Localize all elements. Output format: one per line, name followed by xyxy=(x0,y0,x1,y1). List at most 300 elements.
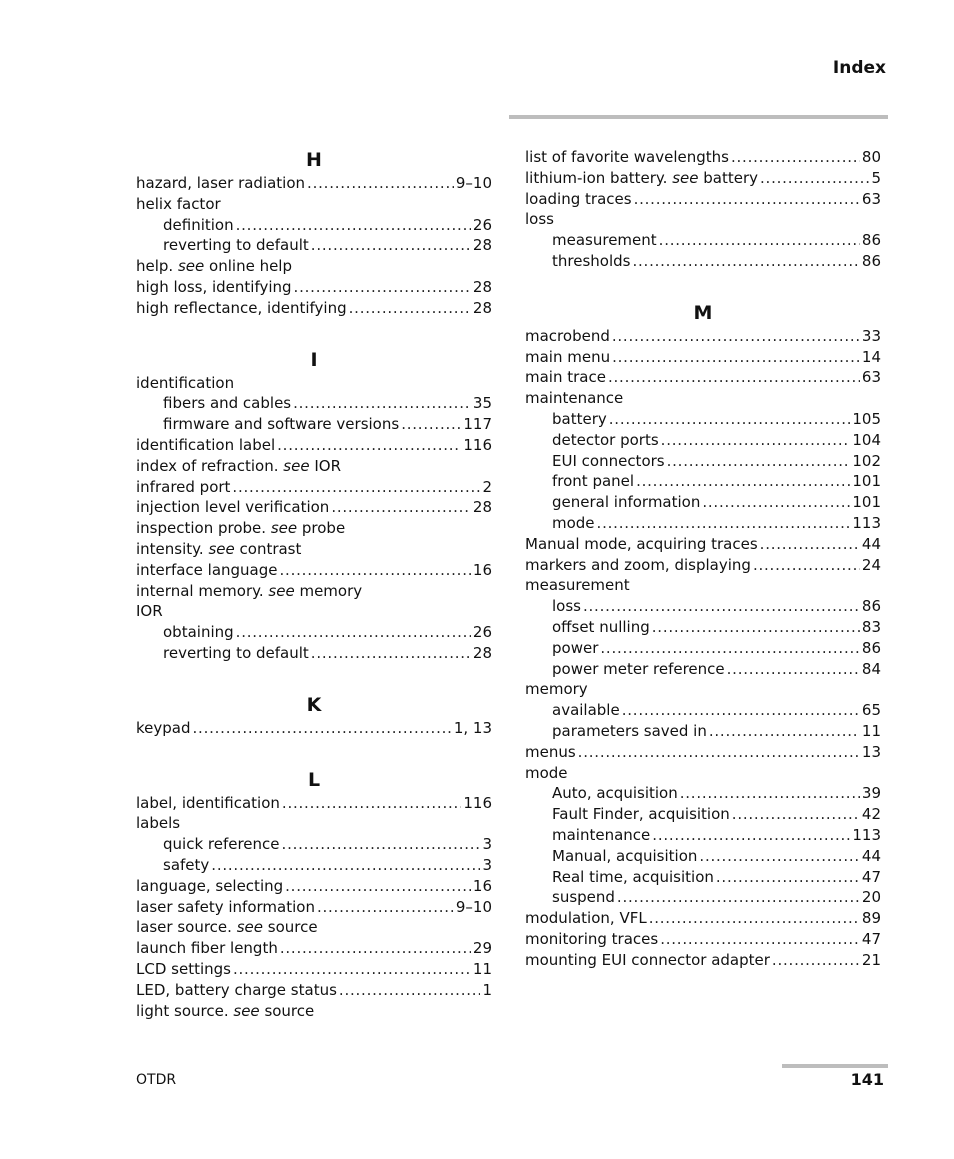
page-reference: 42 xyxy=(861,805,881,824)
page-reference: 16 xyxy=(472,876,492,895)
index-term xyxy=(525,367,606,388)
dot-leader xyxy=(661,430,851,451)
index-term xyxy=(552,887,615,908)
index-term xyxy=(525,209,554,230)
index-term xyxy=(525,908,647,929)
index-subentry xyxy=(525,451,881,472)
dot-leader xyxy=(339,980,481,1001)
index-term xyxy=(163,215,234,236)
term-text: suspend xyxy=(552,888,615,907)
index-entry xyxy=(136,718,492,739)
term-text: quick reference xyxy=(163,835,280,854)
index-entry xyxy=(136,581,492,602)
index-entry xyxy=(136,435,492,456)
dot-leader xyxy=(236,215,471,236)
term-text: loading traces xyxy=(525,189,632,208)
page-reference: 2 xyxy=(482,477,492,496)
index-subentry xyxy=(136,622,492,643)
dot-leader xyxy=(612,326,860,347)
index-term xyxy=(163,643,309,664)
page-reference: 101 xyxy=(852,493,881,512)
term-text: fibers and cables xyxy=(163,394,292,413)
term-text: detector ports xyxy=(552,430,659,449)
index-term xyxy=(552,451,665,472)
page-reference: 116 xyxy=(463,435,492,454)
term-text: intensity. xyxy=(136,539,204,558)
header-rule xyxy=(509,115,888,119)
section-letter-heading: L xyxy=(307,768,321,791)
dot-leader xyxy=(280,560,471,581)
page-reference: 21 xyxy=(861,950,881,969)
index-term xyxy=(136,560,278,581)
index-entry xyxy=(525,742,881,763)
dot-leader xyxy=(652,617,860,638)
term-text: monitoring traces xyxy=(525,929,659,948)
index-term xyxy=(136,194,221,215)
index-entry xyxy=(136,1001,492,1022)
page-reference: 113 xyxy=(852,513,881,532)
index-entry xyxy=(136,456,492,477)
index-term xyxy=(552,513,595,534)
term-text: infrared port xyxy=(136,477,231,496)
index-entry xyxy=(136,938,492,959)
dot-leader xyxy=(760,534,860,555)
term-text: Real time, acquisition xyxy=(552,867,714,886)
index-term xyxy=(525,189,632,210)
index-entry xyxy=(136,173,492,194)
term-text: LCD settings xyxy=(136,959,231,978)
index-term xyxy=(136,373,234,394)
index-section xyxy=(136,147,492,319)
index-term xyxy=(136,539,301,560)
dot-leader xyxy=(760,168,869,189)
dot-leader xyxy=(649,908,860,929)
index-term xyxy=(163,622,234,643)
page-reference: 28 xyxy=(472,643,492,662)
page-reference: 104 xyxy=(852,430,881,449)
index-entry xyxy=(136,373,492,394)
page-reference: 1 xyxy=(482,980,492,999)
dot-leader xyxy=(294,277,471,298)
index-entry xyxy=(136,497,492,518)
index-entry xyxy=(525,189,881,210)
index-term xyxy=(525,742,576,763)
dot-leader xyxy=(236,622,471,643)
page-reference: 84 xyxy=(861,659,881,678)
dot-leader xyxy=(211,855,480,876)
term-text: maintenance xyxy=(552,825,651,844)
page-reference: 29 xyxy=(472,939,492,958)
page-reference: 86 xyxy=(861,251,881,270)
index-term xyxy=(525,929,658,950)
term-text: interface language xyxy=(136,560,278,579)
page-reference: 35 xyxy=(472,394,492,413)
index-term xyxy=(552,430,659,451)
see-target: source xyxy=(264,1001,315,1020)
index-entry xyxy=(525,575,881,596)
dot-leader xyxy=(307,173,454,194)
term-text: definition xyxy=(163,215,234,234)
term-text: launch fiber length xyxy=(136,939,278,958)
index-term xyxy=(163,393,291,414)
section-letter-heading: K xyxy=(306,693,322,716)
page-reference: 33 xyxy=(861,326,881,345)
dot-leader xyxy=(772,950,860,971)
term-text: safety xyxy=(163,855,210,874)
section-letter-heading: M xyxy=(693,301,713,324)
term-text: mode xyxy=(525,763,568,782)
index-term xyxy=(163,414,399,435)
term-text: internal memory. xyxy=(136,581,264,600)
term-text: mode xyxy=(552,513,595,532)
term-text: Manual, acquisition xyxy=(552,846,698,865)
see-reference: see xyxy=(233,1001,260,1020)
page-reference: 20 xyxy=(861,888,881,907)
index-subentry xyxy=(136,215,492,236)
page-reference: 89 xyxy=(861,909,881,928)
index-term xyxy=(136,876,283,897)
index-column-left xyxy=(136,147,492,1049)
index-subentry xyxy=(525,659,881,680)
index-entry xyxy=(136,277,492,298)
term-text: high loss, identifying xyxy=(136,277,292,296)
see-reference: see xyxy=(177,257,205,276)
term-text: firmware and software versions xyxy=(163,415,400,434)
see-target: IOR xyxy=(314,456,341,475)
index-entry xyxy=(136,917,492,938)
term-text: identification label xyxy=(136,435,276,454)
index-subentry xyxy=(136,235,492,256)
term-text: lithium-ion battery. xyxy=(525,168,668,187)
page-reference: 9–10 xyxy=(455,897,492,916)
term-text: laser source. xyxy=(136,918,232,937)
index-term xyxy=(552,617,650,638)
dot-leader xyxy=(608,367,860,388)
index-term xyxy=(136,298,347,319)
index-term xyxy=(136,435,275,456)
index-entry xyxy=(136,959,492,980)
index-subentry xyxy=(525,513,881,534)
page-reference: 9–10 xyxy=(455,174,492,192)
page-reference: 13 xyxy=(861,742,881,761)
index-term xyxy=(163,855,209,876)
index-entry xyxy=(525,168,881,189)
term-text: markers and zoom, displaying xyxy=(525,555,751,574)
index-term xyxy=(552,471,634,492)
see-reference: see xyxy=(236,918,263,937)
index-term xyxy=(525,763,568,784)
term-text: offset nulling xyxy=(552,617,650,636)
dot-leader xyxy=(731,147,860,168)
index-subentry xyxy=(525,230,881,251)
index-subentry xyxy=(525,251,881,272)
index-subentry xyxy=(136,834,492,855)
index-entry xyxy=(525,763,881,784)
index-entry xyxy=(136,601,492,622)
dot-leader xyxy=(660,929,860,950)
index-term xyxy=(525,326,610,347)
term-text: Fault Finder, acquisition xyxy=(552,805,730,824)
index-subentry xyxy=(136,393,492,414)
dot-leader xyxy=(193,718,452,739)
index-entry xyxy=(136,793,492,814)
dot-leader xyxy=(277,435,461,456)
term-text: injection level verification xyxy=(136,498,330,517)
page-reference: 83 xyxy=(861,617,881,636)
index-entry xyxy=(136,876,492,897)
section-letter-heading: H xyxy=(306,149,322,171)
index-term xyxy=(136,938,278,959)
index-section xyxy=(525,300,881,971)
index-term xyxy=(552,659,725,680)
page-reference: 28 xyxy=(472,298,492,317)
dot-leader xyxy=(331,497,471,518)
page-reference: 28 xyxy=(472,498,492,517)
index-entry xyxy=(525,555,881,576)
term-text: power meter reference xyxy=(552,659,725,678)
term-text: high reflectance, identifying xyxy=(136,298,347,317)
dot-leader xyxy=(716,867,860,888)
page-reference: 113 xyxy=(852,825,881,844)
page-reference: 47 xyxy=(861,867,881,886)
term-text: macrobend xyxy=(525,326,610,345)
dot-leader xyxy=(280,938,471,959)
index-term xyxy=(552,846,697,867)
index-term xyxy=(136,1001,314,1022)
footer-document-name: OTDR xyxy=(136,1072,177,1088)
index-entry xyxy=(136,560,492,581)
index-term xyxy=(552,492,700,513)
term-text: Manual mode, acquiring traces xyxy=(525,534,758,553)
dot-leader xyxy=(680,783,860,804)
index-term xyxy=(552,230,657,251)
term-text: IOR xyxy=(136,602,163,621)
index-term xyxy=(552,638,598,659)
index-term xyxy=(525,147,729,168)
term-text: language, selecting xyxy=(136,876,284,895)
index-term xyxy=(136,456,341,477)
dot-leader xyxy=(702,492,850,513)
see-reference: see xyxy=(672,168,699,187)
page-reference: 3 xyxy=(482,855,492,874)
page-reference: 39 xyxy=(861,784,881,803)
index-subentry xyxy=(525,471,881,492)
term-text: inspection probe. xyxy=(136,519,267,538)
footer-page-number: 141 xyxy=(850,1070,884,1089)
dot-leader xyxy=(753,555,860,576)
page-reference: 44 xyxy=(861,846,881,865)
page-reference: 28 xyxy=(472,236,492,255)
term-text: measurement xyxy=(525,576,630,595)
index-term xyxy=(136,793,280,814)
term-text: memory xyxy=(525,680,588,699)
section-letter-heading: I xyxy=(310,348,318,371)
dot-leader xyxy=(699,846,860,867)
term-text: helix factor xyxy=(136,194,221,213)
term-text: modulation, VFL xyxy=(525,909,647,928)
see-target: source xyxy=(267,918,318,937)
index-term xyxy=(552,596,581,617)
term-text: light source. xyxy=(136,1001,229,1020)
dot-leader xyxy=(727,659,860,680)
term-text: measurement xyxy=(552,231,657,250)
see-target: probe xyxy=(301,519,346,538)
index-subentry xyxy=(525,596,881,617)
index-term xyxy=(552,804,730,825)
index-subentry xyxy=(525,617,881,638)
term-text: label, identification xyxy=(136,793,280,812)
dot-leader xyxy=(709,721,860,742)
index-subentry xyxy=(525,804,881,825)
footer-rule xyxy=(782,1064,888,1068)
term-text: power xyxy=(552,638,599,657)
index-term xyxy=(552,783,678,804)
index-subentry xyxy=(525,638,881,659)
page-reference: 16 xyxy=(472,560,492,579)
index-term xyxy=(136,277,292,298)
page-reference: 117 xyxy=(463,415,492,434)
index-term xyxy=(552,867,714,888)
index-subentry xyxy=(525,846,881,867)
index-entry xyxy=(136,518,492,539)
page-reference: 63 xyxy=(861,189,881,208)
index-term xyxy=(136,601,163,622)
term-text: laser safety information xyxy=(136,897,315,916)
index-entry xyxy=(525,679,881,700)
dot-leader xyxy=(652,825,850,846)
dot-leader xyxy=(285,876,471,897)
page-reference: 44 xyxy=(861,534,881,553)
index-subentry xyxy=(525,700,881,721)
dot-leader xyxy=(667,451,851,472)
dot-leader xyxy=(617,887,860,908)
dot-leader xyxy=(732,804,860,825)
term-text: hazard, laser radiation xyxy=(136,174,306,192)
dot-leader xyxy=(612,347,860,368)
term-text: front panel xyxy=(552,472,635,491)
page-reference: 14 xyxy=(861,347,881,366)
page-reference: 101 xyxy=(852,472,881,491)
index-entry xyxy=(136,194,492,215)
term-text: identification xyxy=(136,373,235,392)
see-target: contrast xyxy=(239,539,302,558)
page-reference: 116 xyxy=(463,793,492,812)
dot-leader xyxy=(293,393,471,414)
index-entry xyxy=(525,209,881,230)
term-text: loss xyxy=(552,597,581,616)
dot-leader xyxy=(282,834,481,855)
index-term xyxy=(136,256,292,277)
term-text: loss xyxy=(525,210,554,229)
index-term xyxy=(525,679,588,700)
index-term xyxy=(552,825,650,846)
index-subentry xyxy=(525,825,881,846)
see-reference: see xyxy=(208,539,235,558)
index-entry xyxy=(525,908,881,929)
dot-leader xyxy=(636,471,850,492)
index-entry xyxy=(136,298,492,319)
index-entry xyxy=(525,147,881,168)
index-term xyxy=(552,700,620,721)
dot-leader xyxy=(583,596,860,617)
running-header-title: Index xyxy=(832,58,886,78)
term-text: EUI connectors xyxy=(552,451,665,470)
index-term xyxy=(552,251,630,272)
term-text: maintenance xyxy=(525,389,624,408)
index-entry xyxy=(525,388,881,409)
term-text: list of favorite wavelengths xyxy=(525,148,729,166)
index-term xyxy=(136,497,329,518)
index-column-right xyxy=(525,147,881,998)
page-reference: 80 xyxy=(861,148,881,166)
index-entry xyxy=(525,347,881,368)
dot-leader xyxy=(578,742,860,763)
page-reference: 26 xyxy=(472,623,492,642)
page-reference: 47 xyxy=(861,929,881,948)
index-subentry xyxy=(136,414,492,435)
index-entry xyxy=(525,367,881,388)
see-reference: see xyxy=(283,456,310,475)
page-reference: 86 xyxy=(861,231,881,250)
index-term xyxy=(136,173,305,194)
index-section xyxy=(525,147,881,272)
index-term xyxy=(525,575,630,596)
see-target: memory xyxy=(299,581,363,600)
see-reference: see xyxy=(270,519,298,538)
index-term xyxy=(163,235,309,256)
index-section xyxy=(136,767,492,1022)
page-reference: 63 xyxy=(861,368,881,387)
term-text: obtaining xyxy=(163,623,234,642)
dot-leader xyxy=(622,700,860,721)
index-term xyxy=(136,897,315,918)
index-entry xyxy=(136,477,492,498)
index-subentry xyxy=(525,867,881,888)
index-section xyxy=(136,692,492,739)
dot-leader xyxy=(609,409,851,430)
index-term xyxy=(136,718,191,739)
term-text: help. xyxy=(136,257,174,276)
page-reference: 11 xyxy=(861,721,881,740)
index-term xyxy=(136,980,337,1001)
term-text: main trace xyxy=(525,368,606,387)
dot-leader xyxy=(349,298,471,319)
index-term xyxy=(525,950,770,971)
index-term xyxy=(525,347,610,368)
index-entry xyxy=(525,950,881,971)
index-section xyxy=(136,347,492,664)
page-reference: 105 xyxy=(852,409,881,428)
page-reference: 86 xyxy=(861,638,881,657)
dot-leader xyxy=(232,477,480,498)
term-text: available xyxy=(552,701,620,720)
dot-leader xyxy=(233,959,471,980)
index-subentry xyxy=(136,643,492,664)
index-term xyxy=(136,518,345,539)
page-reference: 1, 13 xyxy=(453,718,492,737)
index-term xyxy=(552,721,707,742)
see-target: online help xyxy=(209,257,292,276)
term-text: labels xyxy=(136,814,181,833)
term-text: thresholds xyxy=(552,251,631,270)
index-entry xyxy=(136,256,492,277)
dot-leader xyxy=(282,793,461,814)
index-term xyxy=(525,534,758,555)
index-subentry xyxy=(525,430,881,451)
index-entry xyxy=(525,326,881,347)
index-subentry xyxy=(525,887,881,908)
term-text: battery xyxy=(552,409,607,428)
